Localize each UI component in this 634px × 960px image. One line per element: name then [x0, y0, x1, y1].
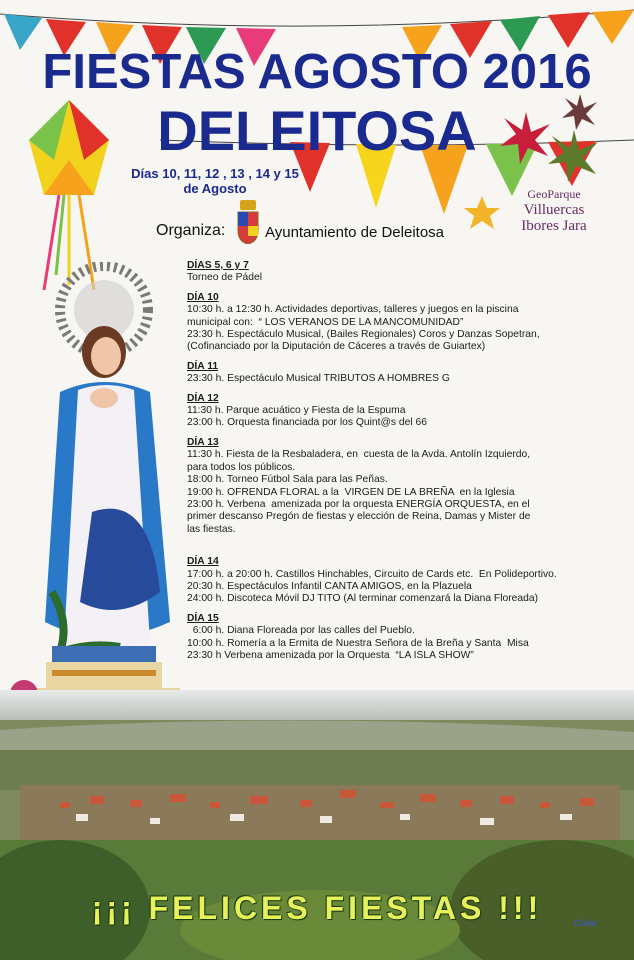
program-event-line: (Cofinanciado por la Diputación de Cáceres a través de Guiartex) [187, 341, 486, 353]
program-event-line: 23:00 h. Orquesta financiada por los Quint@s del 66 [187, 417, 427, 429]
program-event-line: 20:30 h. Espectáculos Infantil CANTA AMIGOS, en la Plazuela [187, 580, 472, 592]
organizer-name: Ayuntamiento de Deleitosa [265, 224, 445, 241]
program-event-line: las fiestas. [187, 523, 236, 535]
poster-title: FIESTAS AGOSTO 2016 [42, 45, 592, 99]
dates-month: de Agosto [183, 181, 247, 196]
program-event-line: 11:30 h. Fiesta de la Resbaladera, en cuesta de la Avda. Antolín Izquierdo, [187, 449, 531, 461]
program-event-line: 10:30 h. a 12:30 h. Actividades deportivas, talleres y juegos en la piscina [187, 304, 519, 316]
program-event-line: 18:00 h. Torneo Fútbol Sala para las Peñas. [187, 474, 388, 486]
geopark-logo [494, 186, 614, 234]
geopark-line1: GeoParque [527, 187, 581, 201]
program-day-heading: DÍA 13 [187, 436, 219, 448]
program-day-heading: DÍA 10 [187, 291, 219, 303]
greeting-banner: ¡¡¡ FELICES FIESTAS !!! [91, 890, 543, 926]
dates-line: Días 10, 11, 12 , 13 , 14 y 15 [131, 166, 299, 181]
program-event-line: para todos los públicos. [187, 461, 296, 473]
program-day-heading: DÍA 15 [187, 612, 219, 624]
program-event-line: 23:30 h. Espectáculo Musical, (Bailes Regionales) Coros y Danzas Sopetran, [187, 329, 540, 341]
festival-program [187, 260, 617, 662]
color-logo: Color [574, 918, 598, 928]
program-event-line: 17:00 h. a 20:00 h. Castillos Hinchables, Circuito de Cards etc. En Polideportivo. [187, 568, 557, 580]
program-event-line: municipal con: “ LOS VERANOS DE LA MANCOMUNIDAD” [187, 316, 464, 328]
program-event-line: 6:00 h. Diana Floreada por las calles del Pueblo. [187, 625, 415, 637]
program-event-line: 11:30 h. Parque acuático y Fiesta de la Espuma [187, 405, 406, 417]
program-event-line: 23:30 h Verbena amenizada por la Orquesta “LA ISLA SHOW” [187, 649, 474, 661]
program-day-heading: DÍA 12 [187, 392, 219, 404]
program-event-line: 23:30 h. Espectáculo Musical TRIBUTOS A HOMBRES G [187, 373, 450, 385]
organizer-label: Organiza: [156, 222, 226, 239]
coat-of-arms-icon [236, 200, 260, 244]
program-day-heading: DÍA 11 [187, 360, 219, 372]
program-event-line: 19:00 h. OFRENDA FLORAL a la VIRGEN DE LA BREÑA en la Iglesia [187, 486, 515, 498]
geopark-line3: Ibores Jara [521, 218, 587, 234]
town-name: DELEITOSA [157, 99, 477, 162]
virgin-statue-image [0, 262, 190, 732]
program-event-line: 24:00 h. Discoteca Móvil DJ TITO (Al terminar comenzará la Diana Floreada) [187, 593, 538, 605]
program-event-line: primer descanso Pregón de fiestas y elección de Reina, Damas y Mister de [187, 511, 531, 523]
program-day-heading: DÍA 14 [187, 556, 219, 568]
geopark-line2: Villuercas [523, 202, 585, 218]
festival-dates [100, 166, 330, 196]
program-event-line: 23:00 h. Verbena amenizada por la orquesta ENERGÍA ORQUESTA, en el [187, 498, 530, 510]
program-event-line: Torneo de Pádel [187, 272, 262, 284]
program-event-line: 10:00 h. Romería a la Ermita de Nuestra Señora de la Breña y Santa Misa [187, 637, 529, 649]
program-day-heading: DÍAS 5, 6 y 7 [187, 260, 249, 271]
